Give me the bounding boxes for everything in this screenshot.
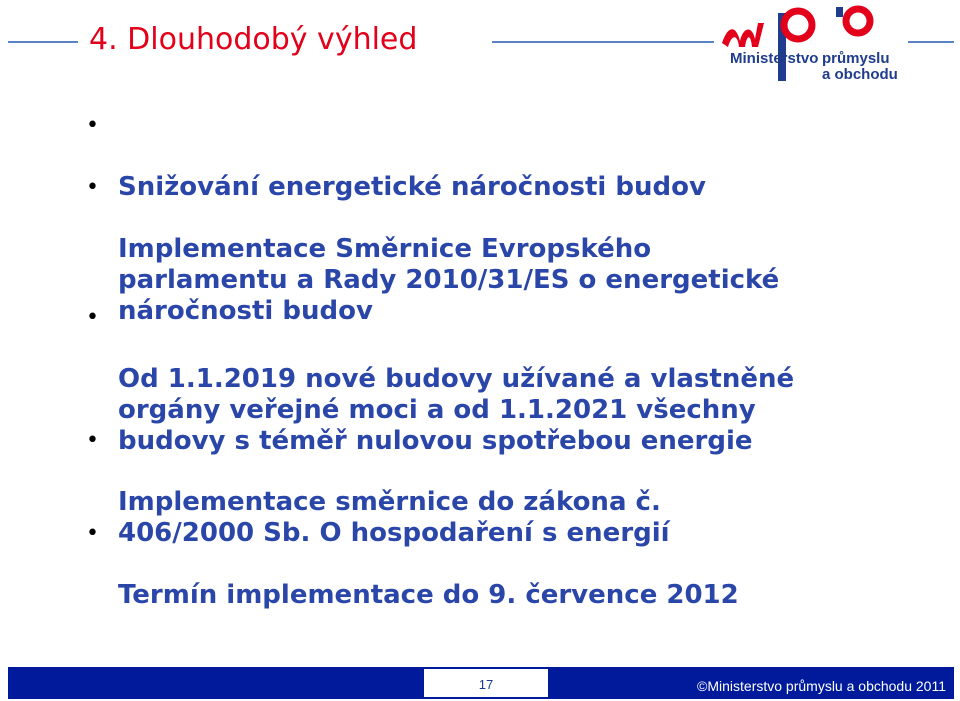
page-number-box (424, 669, 548, 697)
bullet-text: Implementace směrnice do zákona č. 406/2000 Sb. O hospodaření s energií (118, 487, 670, 548)
bullet-item (86, 518, 898, 611)
slide-title: 4. Dlouhodobý výhled (89, 22, 418, 57)
logo-line2: průmyslu (822, 50, 890, 67)
header-rule-left (8, 41, 78, 43)
header-rule-right (908, 41, 954, 43)
header-rule-middle (492, 41, 714, 43)
bullet-text: Od 1.1.2019 nové budovy užívané a vlastněné orgány veřejné moci a od 1.1.2021 všechny budovy s téměř nulovou spotřebou energie (118, 364, 795, 456)
logo-m-shape (722, 23, 764, 47)
logo-line1: Ministerstvo (730, 50, 819, 67)
bullet-dot-icon: • (86, 428, 99, 453)
copyright-text: ©Ministerstvo průmyslu a obchodu 2011 (697, 678, 946, 694)
logo-line3: a obchodu (822, 66, 898, 83)
bullet-dot-icon: • (86, 175, 99, 200)
bullet-text: Termín implementace do 9. července 2012 (118, 580, 739, 610)
footer-bar (8, 667, 954, 699)
bullet-dot-icon: • (86, 113, 99, 138)
bullet-text: Snižování energetické náročnosti budov (118, 172, 706, 202)
bullet-dot-icon: • (86, 521, 99, 546)
page-number: 17 (478, 677, 494, 692)
bullet-text: Implementace Směrnice Evropského parlamentu a Rady 2010/31/ES o energetické náročnosti budov (118, 234, 780, 326)
mpo-logo (718, 3, 908, 83)
bullet-dot-icon: • (86, 305, 99, 330)
